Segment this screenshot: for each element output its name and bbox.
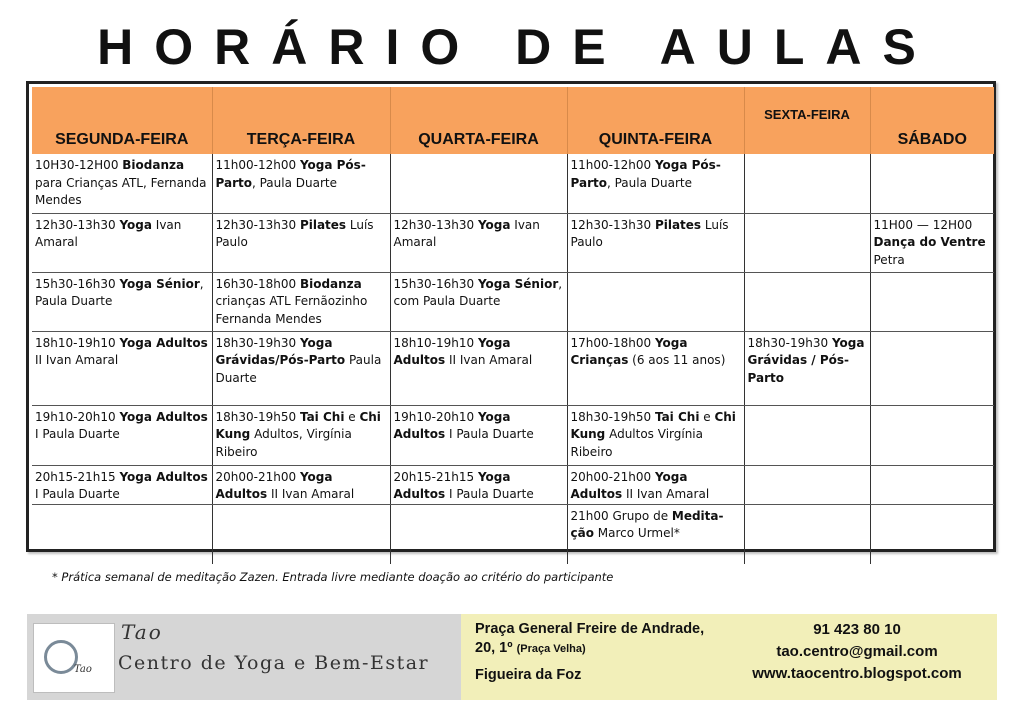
schedule-cell xyxy=(212,213,390,272)
address-street: Praça General Freire de Andrade, 20, 1º xyxy=(475,621,705,656)
table-row xyxy=(32,331,994,405)
cell-text: 15h30-16h30 xyxy=(393,276,478,291)
day-header-3: QUARTA-FEIRA xyxy=(390,87,567,154)
class-name: Yoga Adultos xyxy=(119,335,208,350)
address xyxy=(475,620,715,659)
cell-text: 20h00-21h00 xyxy=(215,469,300,484)
schedule-cell xyxy=(390,154,567,213)
schedule-cell xyxy=(870,213,994,272)
cell-text: I Paula Duarte xyxy=(445,487,534,501)
cell-text: Ivan Amaral xyxy=(35,217,182,249)
class-name: Yoga Grávidas/Pós-Parto xyxy=(215,335,346,367)
class-name: Yoga Adultos xyxy=(119,469,208,484)
cell-text: e xyxy=(344,409,360,424)
class-name: Biodanza xyxy=(122,158,185,172)
tao-logo xyxy=(33,623,115,693)
cell-text: (6 aos 11 anos) xyxy=(628,353,726,367)
om-icon xyxy=(44,640,78,674)
schedule-table xyxy=(32,87,994,564)
schedule-cell xyxy=(212,405,390,465)
schedule-cell xyxy=(744,272,870,331)
brand-name: Tao xyxy=(121,620,163,644)
cell-text: Luís Paulo xyxy=(570,217,729,249)
cell-text: 21h00 Grupo de xyxy=(570,508,672,523)
cell-text: II Ivan Amaral xyxy=(267,487,355,501)
class-name: Yoga xyxy=(119,217,152,232)
header-row xyxy=(32,87,994,154)
footer-contact-panel xyxy=(461,614,997,700)
brand-tagline: Centro de Yoga e Bem-Estar xyxy=(118,652,430,674)
schedule-cell xyxy=(870,465,994,504)
footer xyxy=(27,614,997,700)
schedule-cell xyxy=(32,504,212,564)
day-header-4: QUINTA-FEIRA xyxy=(567,87,744,154)
cell-text: Luís Paulo xyxy=(215,217,374,249)
cell-text: 10H30-12H00 xyxy=(35,158,123,172)
schedule-cell xyxy=(870,504,994,564)
class-name: Biodanza xyxy=(299,276,362,291)
schedule-cell xyxy=(32,405,212,465)
cell-text: 18h30-19h30 xyxy=(747,335,832,350)
cell-text: 20h00-21h00 xyxy=(570,469,655,484)
cell-text: , Paula Duarte xyxy=(251,175,337,190)
class-name: Tai Chi xyxy=(299,409,345,424)
cell-text: 18h30-19h50 xyxy=(570,409,655,424)
cell-text: II Ivan Amaral xyxy=(622,487,710,501)
cell-text: 18h30-19h50 xyxy=(215,409,300,424)
cell-text: I Paula Duarte xyxy=(445,427,534,441)
cell-text: Adultos, Virgínia Ribeiro xyxy=(215,427,352,459)
schedule-cell xyxy=(212,331,390,405)
cell-text: e xyxy=(699,409,715,424)
schedule-cell xyxy=(567,504,744,564)
cell-text: I Paula Duarte xyxy=(35,427,120,441)
schedule-cell xyxy=(390,504,567,564)
cell-text: 12h30-13h30 xyxy=(215,217,300,232)
schedule-cell xyxy=(390,465,567,504)
schedule-cell xyxy=(870,272,994,331)
cell-text: 11H00 — 12H00 xyxy=(873,217,973,232)
schedule-cell xyxy=(32,154,212,213)
day-header-1: SEGUNDA-FEIRA xyxy=(32,87,212,154)
class-name: Yoga Pós-Parto xyxy=(570,158,721,190)
class-name: Yoga Adultos xyxy=(119,409,208,424)
cell-text: Adultos Virgínia Ribeiro xyxy=(570,427,703,459)
class-name: Medita-ção xyxy=(570,508,724,540)
table-row xyxy=(32,213,994,272)
schedule-cell xyxy=(32,465,212,504)
address-note: (Praça Velha) xyxy=(516,643,586,655)
class-name: Chi Kung xyxy=(215,409,381,441)
schedule-cell xyxy=(212,504,390,564)
cell-text: Paula Duarte xyxy=(215,353,382,385)
address-city: Figueira da Foz xyxy=(475,667,582,683)
table-row xyxy=(32,272,994,331)
schedule-cell xyxy=(212,154,390,213)
schedule-cell xyxy=(567,213,744,272)
class-name: Dança do Ventre xyxy=(873,235,986,249)
cell-text: 18h10-19h10 xyxy=(35,335,120,350)
cell-text: , Paula Duarte xyxy=(606,175,692,190)
schedule-cell xyxy=(744,504,870,564)
cell-text: 20h15-21h15 xyxy=(393,469,478,484)
class-name: Yoga Adultos xyxy=(393,335,511,367)
cell-text: 12h30-13h30 xyxy=(393,217,478,232)
schedule-cell xyxy=(744,465,870,504)
class-name: Yoga Adultos xyxy=(215,469,333,501)
class-name: Pilates xyxy=(654,217,702,232)
schedule-cell xyxy=(567,272,744,331)
class-name: Yoga Pós-Parto xyxy=(215,158,366,190)
class-name: Yoga Adultos xyxy=(393,409,511,441)
class-name: Yoga Sénior xyxy=(119,276,200,291)
email-address: tao.centro@gmail.com xyxy=(776,643,938,660)
schedule-cell xyxy=(744,331,870,405)
class-name: Chi Kung xyxy=(570,409,736,441)
cell-text: 15h30-16h30 xyxy=(35,276,120,291)
cell-text: para Crianças ATL, Fernanda Mendes xyxy=(35,175,207,207)
day-header-2: TERÇA-FEIRA xyxy=(212,87,390,154)
phone-number: 91 423 80 10 xyxy=(813,621,901,638)
schedule-cell xyxy=(212,272,390,331)
class-name: Yoga Adultos xyxy=(393,469,511,501)
cell-text: II Ivan Amaral xyxy=(35,353,119,367)
schedule-cell xyxy=(32,331,212,405)
class-name: Pilates xyxy=(299,217,347,232)
table-row xyxy=(32,154,994,213)
schedule-cell xyxy=(744,213,870,272)
schedule-cell xyxy=(390,331,567,405)
cell-text: 18h10-19h10 xyxy=(393,335,478,350)
schedule-cell xyxy=(212,465,390,504)
schedule-cell xyxy=(390,405,567,465)
schedule-cell xyxy=(870,405,994,465)
cell-text: Marco Urmel* xyxy=(593,526,680,540)
table-row xyxy=(32,465,994,504)
website-link: www.taocentro.blogspot.com xyxy=(752,665,962,682)
table-row xyxy=(32,405,994,465)
cell-text: 19h10-20h10 xyxy=(393,409,478,424)
schedule-cell xyxy=(32,272,212,331)
class-name: Tai Chi xyxy=(654,409,700,424)
schedule-cell xyxy=(567,405,744,465)
cell-text: 18h30-19h30 xyxy=(215,335,300,350)
cell-text: Petra xyxy=(873,252,905,267)
schedule-cell xyxy=(744,405,870,465)
class-name: Yoga Sénior xyxy=(477,276,559,291)
cell-text: 12h30-13h30 xyxy=(35,217,120,232)
cell-text: 12h30-13h30 xyxy=(570,217,655,232)
cell-text: , com Paula Duarte xyxy=(393,276,563,308)
schedule-frame xyxy=(26,81,996,552)
cell-text: 20h15-21h15 xyxy=(35,469,120,484)
cell-text: 16h30-18h00 xyxy=(215,276,300,291)
schedule-cell xyxy=(744,154,870,213)
cell-text: II Ivan Amaral xyxy=(445,353,533,367)
day-header-6: SÁBADO xyxy=(870,87,994,154)
schedule-cell xyxy=(390,272,567,331)
cell-text: I Paula Duarte xyxy=(35,487,120,501)
schedule-cell xyxy=(390,213,567,272)
cell-text: 11h00-12h00 xyxy=(215,158,300,172)
cell-text: , Paula Duarte xyxy=(35,276,204,308)
cell-text: 11h00-12h00 xyxy=(570,158,655,172)
contact-info xyxy=(737,619,977,685)
footer-brand-panel xyxy=(27,614,461,700)
class-name: Yoga Grávidas / Pós-Parto xyxy=(747,335,865,385)
schedule-cell xyxy=(870,331,994,405)
schedule-cell xyxy=(567,154,744,213)
table-row xyxy=(32,504,994,564)
class-name: Yoga Adultos xyxy=(570,469,688,501)
logo-text: Tao xyxy=(74,664,92,675)
footnote: * Prática semanal de meditação Zazen. Entrada livre mediante doação ao critério do participante xyxy=(52,570,614,584)
schedule-cell xyxy=(567,465,744,504)
schedule-cell xyxy=(32,213,212,272)
cell-text: crianças ATL Fernãozinho Fernanda Mendes xyxy=(215,294,368,326)
schedule-cell xyxy=(870,154,994,213)
day-header-5: SEXTA-FEIRA xyxy=(744,87,870,154)
page-title: HORÁRIO DE AULAS xyxy=(97,19,937,75)
schedule-cell xyxy=(567,331,744,405)
cell-text: 17h00-18h00 xyxy=(570,335,655,350)
cell-text: Ivan Amaral xyxy=(393,217,540,249)
cell-text: 19h10-20h10 xyxy=(35,409,120,424)
class-name: Yoga xyxy=(477,217,511,232)
class-name: Yoga Crianças xyxy=(570,335,688,367)
